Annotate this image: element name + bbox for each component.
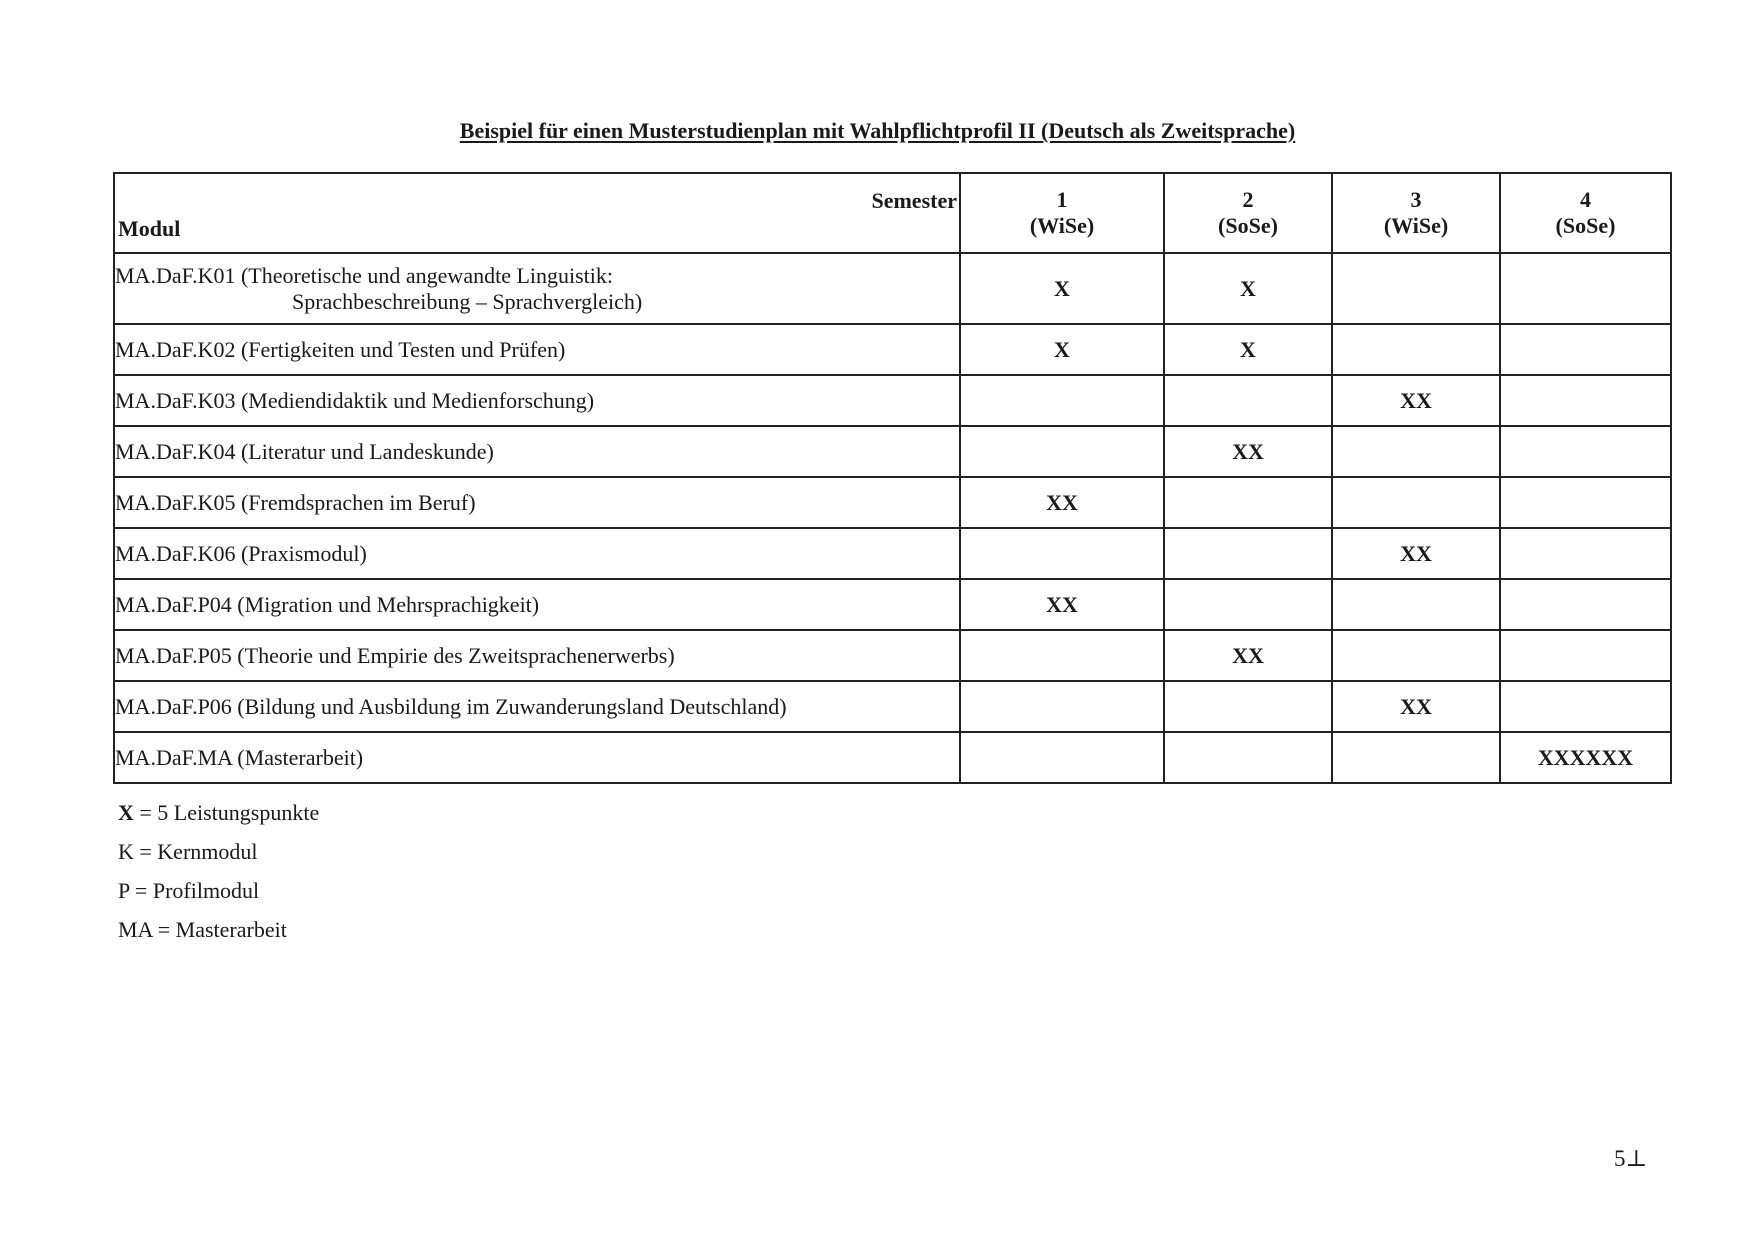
semester-term: (WiSe) xyxy=(1029,213,1095,238)
legend-text: = 5 Leistungspunkte xyxy=(133,800,320,825)
semester-number: 1 xyxy=(1056,187,1068,212)
semester-header-4 xyxy=(1500,173,1671,253)
semester-3-mark: XX xyxy=(1332,681,1500,732)
semester-1-mark xyxy=(960,426,1164,477)
page-number: 5⊥ xyxy=(1614,1146,1648,1171)
semester-2-mark xyxy=(1164,732,1332,783)
semester-2-mark: X xyxy=(1164,253,1332,324)
semester-2-mark xyxy=(1164,477,1332,528)
modul-header-cell xyxy=(114,173,960,253)
semester-1-mark: X xyxy=(960,253,1164,324)
modul-cell xyxy=(114,253,960,324)
semester-3-mark xyxy=(1332,579,1500,630)
legend-text: = Kernmodul xyxy=(133,839,258,864)
semester-4-mark xyxy=(1500,579,1671,630)
semester-1-mark: XX xyxy=(960,477,1164,528)
modul-cell: MA.DaF.P05 (Theorie und Empirie des Zweitsprachenerwerbs) xyxy=(114,630,960,681)
table-row xyxy=(114,375,1671,426)
page-title: Beispiel für einen Musterstudienplan mit Wahlpflichtprofil II (Deutsch als Zweitsprache) xyxy=(459,118,1296,143)
table-row xyxy=(114,579,1671,630)
table-header-row xyxy=(114,173,1671,253)
semester-4-mark xyxy=(1500,681,1671,732)
semester-4-mark xyxy=(1500,375,1671,426)
legend-item xyxy=(118,871,319,910)
modul-cell: MA.DaF.MA (Masterarbeit) xyxy=(114,732,960,783)
semester-2-mark xyxy=(1164,681,1332,732)
table-row xyxy=(114,477,1671,528)
semester-term: (SoSe) xyxy=(1555,213,1616,238)
modul-label: Modul xyxy=(118,216,181,241)
semester-1-mark xyxy=(960,375,1164,426)
semester-1-mark xyxy=(960,681,1164,732)
semester-1-mark xyxy=(960,528,1164,579)
semester-4-mark xyxy=(1500,253,1671,324)
legend-text: = Masterarbeit xyxy=(152,917,287,942)
modul-cell: MA.DaF.P06 (Bildung und Ausbildung im Zuwanderungsland Deutschland) xyxy=(114,681,960,732)
semester-2-mark xyxy=(1164,375,1332,426)
table-row xyxy=(114,681,1671,732)
semester-3-mark: XX xyxy=(1332,528,1500,579)
semester-header-3 xyxy=(1332,173,1500,253)
semester-header-2 xyxy=(1164,173,1332,253)
semester-2-mark: X xyxy=(1164,324,1332,375)
semester-1-mark xyxy=(960,732,1164,783)
legend-symbol: X xyxy=(118,800,134,825)
modul-cell: MA.DaF.K04 (Literatur und Landeskunde) xyxy=(114,426,960,477)
legend-item xyxy=(118,910,319,949)
semester-header-1 xyxy=(960,173,1164,253)
semester-2-mark xyxy=(1164,528,1332,579)
semester-number: 3 xyxy=(1410,187,1422,212)
table-row xyxy=(114,732,1671,783)
legend-symbol: MA xyxy=(118,917,153,942)
legend-symbol: K xyxy=(118,839,134,864)
semester-4-mark xyxy=(1500,528,1671,579)
modul-name-line2: Sprachbeschreibung – Sprachvergleich) xyxy=(292,288,643,314)
table-row xyxy=(114,528,1671,579)
table-row xyxy=(114,253,1671,324)
modul-cell: MA.DaF.K06 (Praxismodul) xyxy=(114,528,960,579)
legend-item xyxy=(118,793,319,832)
semester-4-mark xyxy=(1500,426,1671,477)
semester-label: Semester xyxy=(871,188,957,213)
semester-4-mark xyxy=(1500,630,1671,681)
semester-3-mark xyxy=(1332,630,1500,681)
semester-term: (SoSe) xyxy=(1218,213,1278,238)
semester-2-mark: XX xyxy=(1164,426,1332,477)
legend-text: = Profilmodul xyxy=(129,878,260,903)
modul-cell: MA.DaF.K02 (Fertigkeiten und Testen und Prüfen) xyxy=(114,324,960,375)
modul-cell: MA.DaF.P04 (Migration und Mehrsprachigkeit) xyxy=(114,579,960,630)
semester-3-mark xyxy=(1332,477,1500,528)
semester-term: (WiSe) xyxy=(1383,213,1449,238)
semester-1-mark xyxy=(960,630,1164,681)
semester-2-mark xyxy=(1164,579,1332,630)
table-row xyxy=(114,324,1671,375)
semester-number: 4 xyxy=(1580,187,1591,212)
semester-3-mark xyxy=(1332,732,1500,783)
semester-1-mark: X xyxy=(960,324,1164,375)
modul-cell: MA.DaF.K05 (Fremdsprachen im Beruf) xyxy=(114,477,960,528)
semester-3-mark xyxy=(1332,324,1500,375)
semester-3-mark: XX xyxy=(1332,375,1500,426)
legend xyxy=(118,793,319,949)
semester-3-mark xyxy=(1332,253,1500,324)
semester-4-mark xyxy=(1500,324,1671,375)
semester-4-mark xyxy=(1500,477,1671,528)
modul-cell: MA.DaF.K03 (Mediendidaktik und Medienforschung) xyxy=(114,375,960,426)
semester-1-mark: XX xyxy=(960,579,1164,630)
semester-4-mark: XXXXXX xyxy=(1500,732,1671,783)
semester-number: 2 xyxy=(1242,187,1254,212)
semester-2-mark: XX xyxy=(1164,630,1332,681)
modul-name-line1: MA.DaF.K01 (Theoretische und angewandte Linguistik: xyxy=(115,262,614,288)
table-row xyxy=(114,630,1671,681)
study-plan-table xyxy=(113,172,1672,784)
semester-3-mark xyxy=(1332,426,1500,477)
legend-item xyxy=(118,832,319,871)
legend-symbol: P xyxy=(118,878,130,903)
table-row xyxy=(114,426,1671,477)
